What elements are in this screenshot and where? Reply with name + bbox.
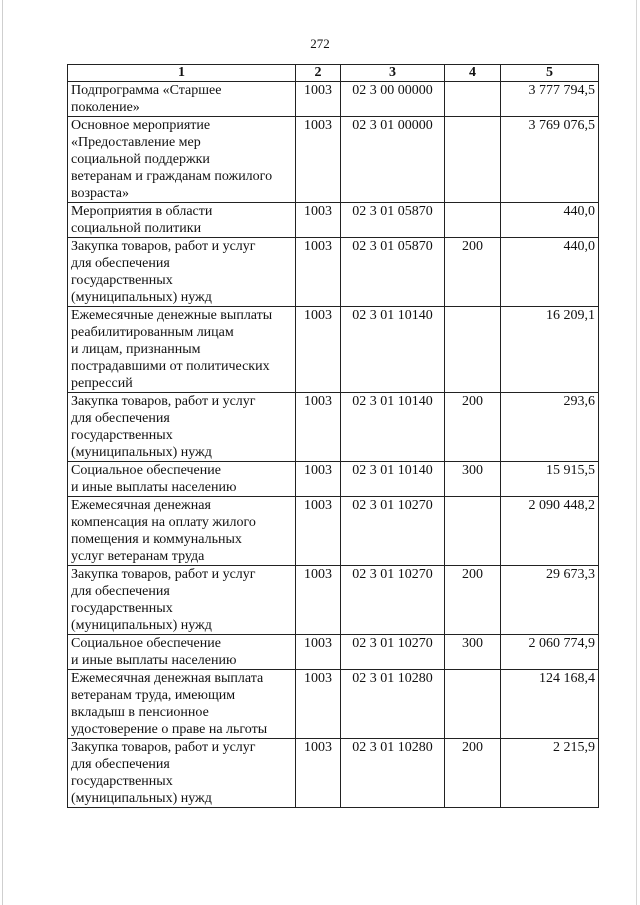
table-row: [68, 117, 599, 203]
row-razdel-cell: 1003: [296, 393, 341, 462]
row-csr-cell: 02 3 01 10280: [341, 739, 445, 808]
row-name-line: Социальное обеспечение: [71, 636, 221, 651]
row-name-cell: [68, 670, 296, 739]
row-razdel-cell: 1003: [296, 566, 341, 635]
row-csr-cell: 02 3 01 10280: [341, 670, 445, 739]
row-name-line: для обеспечения: [71, 256, 170, 271]
row-name-line: пострадавшими от политических: [71, 359, 270, 374]
scan-edge-right: [636, 0, 637, 905]
row-name-cell: [68, 739, 296, 808]
row-vr-cell: [445, 82, 501, 117]
row-name-line: и иные выплаты населению: [71, 653, 237, 668]
row-vr-cell: 200: [445, 739, 501, 808]
row-vr-cell: [445, 497, 501, 566]
row-razdel-cell: 1003: [296, 307, 341, 393]
row-vr-cell: 300: [445, 462, 501, 497]
row-csr-cell: 02 3 01 10140: [341, 462, 445, 497]
row-name-line: для обеспечения: [71, 584, 170, 599]
row-name-line: социальной политики: [71, 221, 202, 236]
row-vr-cell: 200: [445, 238, 501, 307]
row-csr-cell: 02 3 01 10140: [341, 307, 445, 393]
row-vr-cell: 300: [445, 635, 501, 670]
header-col-2: 2: [296, 65, 341, 82]
row-razdel-cell: 1003: [296, 117, 341, 203]
table-body: [68, 82, 599, 808]
row-name-cell: [68, 82, 296, 117]
row-csr-cell: 02 3 01 10270: [341, 497, 445, 566]
row-razdel-cell: 1003: [296, 670, 341, 739]
row-name-line: возраста»: [71, 186, 129, 201]
page-number: 272: [310, 36, 330, 51]
row-name-line: (муниципальных) нужд: [71, 445, 212, 460]
row-name-line: и лицам, признанным: [71, 342, 201, 357]
row-name-line: Закупка товаров, работ и услуг: [71, 740, 256, 755]
table-row: [68, 670, 599, 739]
row-name-line: социальной поддержки: [71, 152, 210, 167]
row-sum-cell: 440,0: [501, 238, 599, 307]
row-name-line: Ежемесячная денежная выплата: [71, 671, 264, 686]
row-razdel-cell: 1003: [296, 739, 341, 808]
row-name-line: поколение»: [71, 100, 140, 115]
row-name-line: Ежемесячная денежная: [71, 498, 211, 513]
row-name-cell: [68, 238, 296, 307]
row-vr-cell: [445, 670, 501, 739]
row-name-line: государственных: [71, 273, 173, 288]
scan-edge-left: [2, 0, 3, 905]
row-csr-cell: 02 3 00 00000: [341, 82, 445, 117]
row-name-cell: [68, 393, 296, 462]
row-sum-cell: 15 915,5: [501, 462, 599, 497]
table-row: [68, 393, 599, 462]
row-name-line: удостоверение о праве на льготы: [71, 722, 268, 737]
row-name-cell: [68, 307, 296, 393]
table-row: [68, 238, 599, 307]
row-razdel-cell: 1003: [296, 462, 341, 497]
table-row: [68, 635, 599, 670]
header-col-5: 5: [501, 65, 599, 82]
row-sum-cell: 16 209,1: [501, 307, 599, 393]
row-name-line: Подпрограмма «Старшее: [71, 83, 222, 98]
row-name-cell: [68, 635, 296, 670]
row-vr-cell: [445, 307, 501, 393]
row-name-line: вкладыш в пенсионное: [71, 705, 209, 720]
row-sum-cell: 440,0: [501, 203, 599, 238]
row-vr-cell: [445, 117, 501, 203]
header-col-1: 1: [68, 65, 296, 82]
row-name-line: для обеспечения: [71, 757, 170, 772]
row-name-line: (муниципальных) нужд: [71, 791, 212, 806]
row-sum-cell: 29 673,3: [501, 566, 599, 635]
row-name-line: государственных: [71, 774, 173, 789]
row-name-line: «Предоставление мер: [71, 135, 201, 150]
row-name-line: реабилитированным лицам: [71, 325, 234, 340]
budget-table: [67, 64, 599, 808]
row-name-cell: [68, 117, 296, 203]
table-header: [68, 65, 599, 82]
table-row: [68, 82, 599, 117]
row-name-line: государственных: [71, 428, 173, 443]
table-row: [68, 307, 599, 393]
row-name-line: Основное мероприятие: [71, 118, 211, 133]
row-vr-cell: [445, 203, 501, 238]
row-name-line: и иные выплаты населению: [71, 480, 237, 495]
row-name-line: ветеранам труда, имеющим: [71, 688, 236, 703]
header-col-4: 4: [445, 65, 501, 82]
row-name-line: помещения и коммунальных: [71, 532, 242, 547]
row-sum-cell: 3 769 076,5: [501, 117, 599, 203]
row-name-line: Закупка товаров, работ и услуг: [71, 239, 256, 254]
table-row: [68, 739, 599, 808]
row-name-cell: [68, 497, 296, 566]
row-csr-cell: 02 3 01 10270: [341, 635, 445, 670]
row-name-line: Закупка товаров, работ и услуг: [71, 567, 256, 582]
table-row: [68, 566, 599, 635]
row-razdel-cell: 1003: [296, 635, 341, 670]
row-name-cell: [68, 462, 296, 497]
table-row: [68, 462, 599, 497]
row-csr-cell: 02 3 01 00000: [341, 117, 445, 203]
row-vr-cell: 200: [445, 393, 501, 462]
row-razdel-cell: 1003: [296, 497, 341, 566]
row-razdel-cell: 1003: [296, 203, 341, 238]
row-csr-cell: 02 3 01 10270: [341, 566, 445, 635]
header-row: [68, 65, 599, 82]
row-sum-cell: 2 090 448,2: [501, 497, 599, 566]
row-name-cell: [68, 203, 296, 238]
row-csr-cell: 02 3 01 10140: [341, 393, 445, 462]
row-name-line: компенсация на оплату жилого: [71, 515, 256, 530]
row-csr-cell: 02 3 01 05870: [341, 203, 445, 238]
row-csr-cell: 02 3 01 05870: [341, 238, 445, 307]
row-name-line: ветеранам и гражданам пожилого: [71, 169, 273, 184]
row-sum-cell: 2 060 774,9: [501, 635, 599, 670]
row-name-line: для обеспечения: [71, 411, 170, 426]
table-row: [68, 203, 599, 238]
table-row: [68, 497, 599, 566]
row-name-line: услуг ветеранам труда: [71, 549, 205, 564]
row-name-line: Закупка товаров, работ и услуг: [71, 394, 256, 409]
row-sum-cell: 293,6: [501, 393, 599, 462]
row-name-line: (муниципальных) нужд: [71, 290, 212, 305]
row-name-line: Ежемесячные денежные выплаты: [71, 308, 273, 323]
row-name-line: Социальное обеспечение: [71, 463, 221, 478]
row-sum-cell: 2 215,9: [501, 739, 599, 808]
row-name-line: (муниципальных) нужд: [71, 618, 212, 633]
row-vr-cell: 200: [445, 566, 501, 635]
row-sum-cell: 3 777 794,5: [501, 82, 599, 117]
header-col-3: 3: [341, 65, 445, 82]
row-razdel-cell: 1003: [296, 82, 341, 117]
row-sum-cell: 124 168,4: [501, 670, 599, 739]
row-razdel-cell: 1003: [296, 238, 341, 307]
row-name-line: государственных: [71, 601, 173, 616]
row-name-line: Мероприятия в области: [71, 204, 213, 219]
row-name-cell: [68, 566, 296, 635]
row-name-line: репрессий: [71, 376, 133, 391]
